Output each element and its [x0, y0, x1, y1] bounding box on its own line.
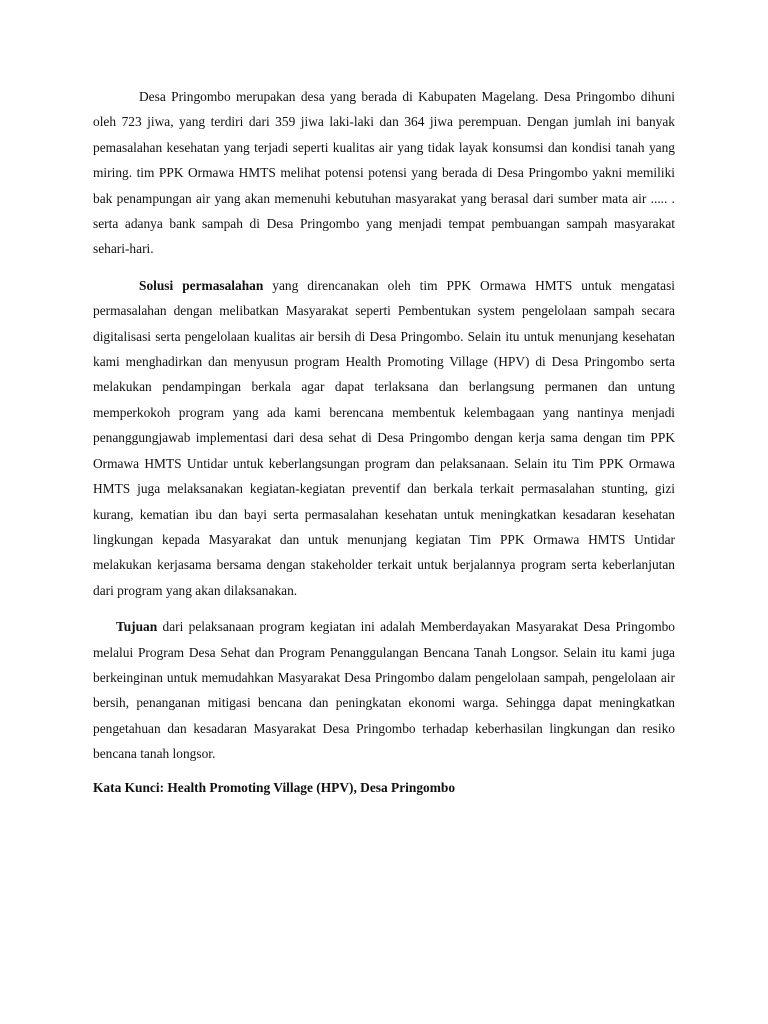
keywords-line: Kata Kunci: Health Promoting Village (HPV), Desa Pringombo: [93, 779, 456, 795]
paragraph-goal-text: dari pelaksanaan program kegiatan ini adalah Memberdayakan Masyarakat Desa Pringombo melalui Program Desa Sehat dan Program Penanggulangan Bencana Tanah Longsor. Selain itu kami juga berkeinginan untuk memudahkan Masyarakat Desa Pringombo dalam pengelolaan sampah, pengelolaan air bersih, penanganan mitigasi bencana dan peningkatan ekonomi warga. Sehingga dapat meningkatkan pengetahuan dan kesadaran Masyarakat Desa Pringombo terhadap keberhasilan lingkungan dan resiko bencana tanah longsor.: [93, 619, 675, 762]
paragraph-solution-lead: Solusi permasalahan: [139, 277, 264, 293]
paragraph-intro-text: Desa Pringombo merupakan desa yang berada di Kabupaten Magelang. Desa Pringombo dihuni oleh 723 jiwa, yang terdiri dari 359 jiwa laki-laki dan 364 jiwa perempuan. Dengan jumlah ini banyak pemasalahan kesehatan yang terjadi seperti kualitas air yang tidak layak konsumsi dan kondisi tanah yang miring. tim PPK Ormawa HMTS melihat potensi potensi yang berada di Desa Pringombo yakni memiliki bak penampungan air yang akan memenuhi kebutuhan masyarakat yang berasal dari sumber mata air ..... . serta adanya bank sampah di Desa Pringombo yang menjadi tempat pembuangan sampah masyarakat sehari-hari.: [93, 89, 675, 257]
document-body: [93, 84, 675, 800]
paragraph-goal-lead: Tujuan: [116, 619, 158, 635]
paragraph-goal: [93, 614, 675, 766]
paragraph-intro: [93, 84, 675, 262]
paragraph-solution-text: yang direncanakan oleh tim PPK Ormawa HMTS untuk mengatasi permasalahan dengan melibatkan Masyarakat seperti Pembentukan system pengelolaan sampah secara digitalisasi serta pengelolaan kualitas air bersih di Desa Pringombo. Selain itu untuk menunjang kesehatan kami menghadirkan dan menyusun program Health Promoting Village (HPV) di Desa Pringombo serta melakukan pendampingan berkala agar dapat terlaksana dan berlangsung permanen dan untung memperkokoh program yang ada kami berencana membentuk kelembagaan yang nantinya menjadi penanggungjawab implementasi dari desa sehat di Desa Pringombo dengan kerja sama dengan tim PPK Ormawa HMTS Untidar untuk keberlangsungan program dan pelaksanaan. Selain itu Tim PPK Ormawa HMTS juga melaksanakan kegiatan-kegiatan preventif dan berkala terkait permasalahan stunting, gizi kurang, kematian ibu dan bayi serta permasalahan kesehatan untuk meningkatkan kesadaran kesehatan lingkungan kepada Masyarakat dan untuk menunjang kegiatan Tim PPK Ormawa HMTS Untidar melakukan kerjasama bersama dengan stakeholder terkait untuk berjalannya program serta keberlanjutan dari program yang akan dilaksanakan.: [93, 277, 675, 598]
paragraph-solution: [93, 273, 675, 603]
